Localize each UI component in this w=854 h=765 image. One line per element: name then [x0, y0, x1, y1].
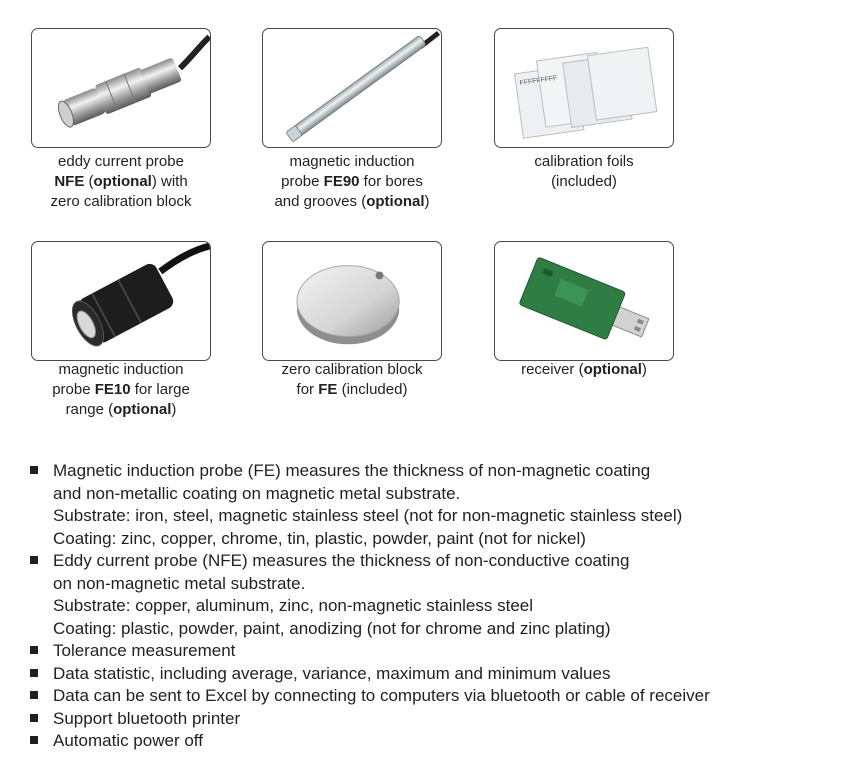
receiver-image [494, 241, 674, 361]
caption-text: ) [424, 193, 430, 210]
caption-text: (included) [337, 381, 408, 398]
feature-line: Substrate: copper, aluminum, zinc, non-magnetic stainless steel [53, 596, 534, 615]
caption-text: probe [281, 173, 324, 190]
zero-block-image [262, 241, 442, 361]
calibration-foils-caption [474, 152, 694, 192]
caption-text: optional [583, 361, 642, 378]
feature-item [30, 708, 710, 731]
nfe-probe-image [31, 28, 211, 148]
caption-text: range ( [65, 401, 114, 418]
feature-line: on non-magnetic metal substrate. [53, 573, 306, 593]
feature-line: Tolerance measurement [53, 641, 236, 660]
fe10-probe-caption [11, 360, 231, 420]
feature-line: Coating: zinc, copper, chrome, tin, plastic, powder, paint (not for nickel) [53, 528, 586, 548]
caption-text: ) [641, 361, 647, 378]
caption-text: zero calibration block [50, 193, 192, 210]
caption-text: optional [113, 401, 172, 418]
feature-item [30, 730, 710, 753]
caption-text: zero calibration block [281, 361, 423, 378]
feature-line: Data can be sent to Excel by connecting to computers via bluetooth or cable of receiver [53, 686, 710, 705]
caption-text: receiver ( [521, 361, 584, 378]
caption-text: ( [84, 173, 94, 190]
caption-text: and grooves ( [274, 193, 367, 210]
caption-text: optional [93, 173, 152, 190]
fe90-probe-image [262, 28, 442, 148]
feature-list [30, 460, 710, 753]
caption-text: for [296, 381, 319, 398]
caption-text: eddy current probe [58, 153, 184, 170]
caption-text: ) [171, 401, 177, 418]
caption-text: magnetic induction [58, 361, 184, 378]
caption-text: probe [52, 381, 95, 398]
feature-line: Coating: plastic, powder, paint, anodizing (not for chrome and zinc plating) [53, 618, 611, 638]
caption-text: FE10 [94, 381, 131, 398]
caption-text: ) with [151, 173, 188, 190]
feature-item [30, 550, 710, 640]
nfe-probe-caption [11, 152, 231, 212]
receiver-caption [474, 360, 694, 380]
caption-text: FE [318, 381, 338, 398]
feature-line: Substrate: iron, steel, magnetic stainless steel (not for non-magnetic stainless steel) [53, 506, 683, 525]
fe90-probe-caption [242, 152, 462, 212]
feature-line: Magnetic induction probe (FE) measures the thickness of non-magnetic coating [53, 461, 651, 480]
fe10-probe-image [31, 241, 211, 361]
caption-text: NFE [54, 173, 85, 190]
feature-line: Automatic power off [53, 731, 203, 750]
caption-text: magnetic induction [289, 153, 415, 170]
feature-line: Support bluetooth printer [53, 708, 241, 728]
caption-text: for large [130, 381, 190, 398]
caption-text: (included) [551, 173, 617, 190]
zero-block-caption [242, 360, 462, 400]
feature-item [30, 685, 710, 708]
feature-line: and non-metallic coating on magnetic metal substrate. [53, 483, 461, 503]
calibration-foils-image [494, 28, 674, 148]
feature-item [30, 663, 710, 686]
caption-text: FE90 [323, 173, 360, 190]
feature-line: Eddy current probe (NFE) measures the thickness of non-conductive coating [53, 551, 630, 570]
feature-line: Data statistic, including average, variance, maximum and minimum values [53, 663, 611, 683]
caption-text: optional [366, 193, 425, 210]
feature-item [30, 640, 710, 663]
feature-item [30, 460, 710, 550]
foil-label: FFFFFFFFF [519, 74, 558, 88]
caption-text: calibration foils [534, 153, 634, 170]
caption-text: for bores [359, 173, 423, 190]
